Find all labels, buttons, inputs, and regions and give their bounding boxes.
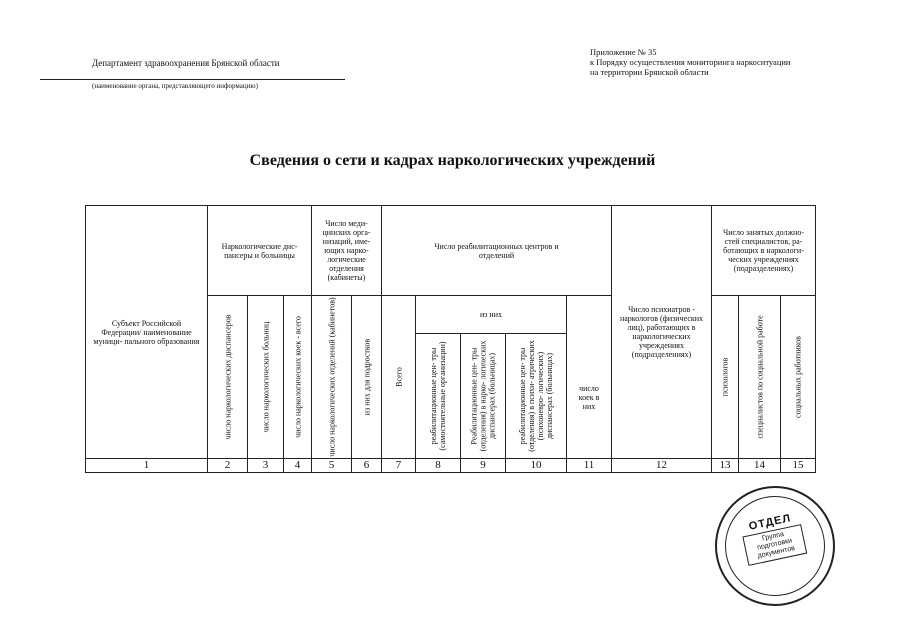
column-number: 4 xyxy=(284,459,312,473)
col-rehab-beds: число коек в них xyxy=(567,296,612,459)
column-number: 3 xyxy=(248,459,284,473)
header-subject: Субъект Российской Федерации/ наименование муници- пального образования xyxy=(86,206,208,459)
col-rehab-independent: реабилитационные цен- тры (самостоятельные организации) xyxy=(416,334,461,459)
statistics-table xyxy=(85,205,816,473)
appendix-line: Приложение № 35 xyxy=(590,47,657,57)
column-number: 7 xyxy=(382,459,416,473)
col-beds-total: число наркологических коек - всего xyxy=(284,296,312,459)
header-specialists: Число занятых должно- стей специалистов, ра- ботающих в наркологи- ческих учреждениях (подразделениях) xyxy=(712,206,816,296)
column-number: 14 xyxy=(739,459,781,473)
office-stamp xyxy=(715,486,835,606)
department-underline xyxy=(40,79,345,80)
col-dispensaries-count: число наркологических диспансеров xyxy=(208,296,248,459)
col-social-work-specialists: специалистов по социальной работе xyxy=(739,296,781,459)
stamp-box-text: Группа подготовки документов xyxy=(742,524,807,566)
col-hospitals-count: число наркологических больниц xyxy=(248,296,284,459)
col-rehab-total: Всего xyxy=(382,296,416,459)
column-number: 15 xyxy=(781,459,816,473)
column-number: 2 xyxy=(208,459,248,473)
column-number: 11 xyxy=(567,459,612,473)
header-dispensaries: Наркологические дис- пансеры и больницы xyxy=(208,206,312,296)
document-title: Сведения о сети и кадрах наркологических учреждений xyxy=(249,152,656,169)
col-rehab-narcology: Реабилитационные цен- тры (отделения) в нарко- логических диспансерах (больницах) xyxy=(461,334,506,459)
header-medical-orgs: Число меди- цинских орга- низаций, име- ющих нарко- логические отделения (кабинеты) xyxy=(312,206,382,296)
col-rehab-psychiatric: реабилитационные цен- тры (отделения) в психи- атрических (психоневро- логических) диспансерах (больницах) xyxy=(506,334,567,459)
department-name: Департамент здравоохранения Брянской области xyxy=(92,58,280,68)
stamp-top-text: ОТДЕЛ xyxy=(747,512,793,533)
column-number: 12 xyxy=(612,459,712,473)
column-number: 9 xyxy=(461,459,506,473)
appendix-line: к Порядку осуществления мониторинга наркоситуации xyxy=(590,57,791,67)
column-number: 6 xyxy=(352,459,382,473)
header-of-them: из них xyxy=(416,296,567,334)
col-psychologists: психологов xyxy=(712,296,739,459)
header-rehab-centers: Число реабилитационных центров и отделений xyxy=(382,206,612,296)
header-psychiatrists: Число психиатров - наркологов (физических лиц), работающих в наркологических учреждениях (подразделениях) xyxy=(612,206,712,459)
column-number: 10 xyxy=(506,459,567,473)
column-number: 1 xyxy=(86,459,208,473)
column-number: 5 xyxy=(312,459,352,473)
appendix-reference xyxy=(590,47,790,77)
column-number: 13 xyxy=(712,459,739,473)
column-number: 8 xyxy=(416,459,461,473)
col-departments-count: число наркологических отделений (кабинетов) xyxy=(312,296,352,459)
col-social-workers: социальных работников xyxy=(781,296,816,459)
col-adolescents: из них для подростков xyxy=(352,296,382,459)
department-caption: (наименование органа, представляющего информацию) xyxy=(92,82,258,90)
appendix-line: на территории Брянской области xyxy=(590,67,709,77)
